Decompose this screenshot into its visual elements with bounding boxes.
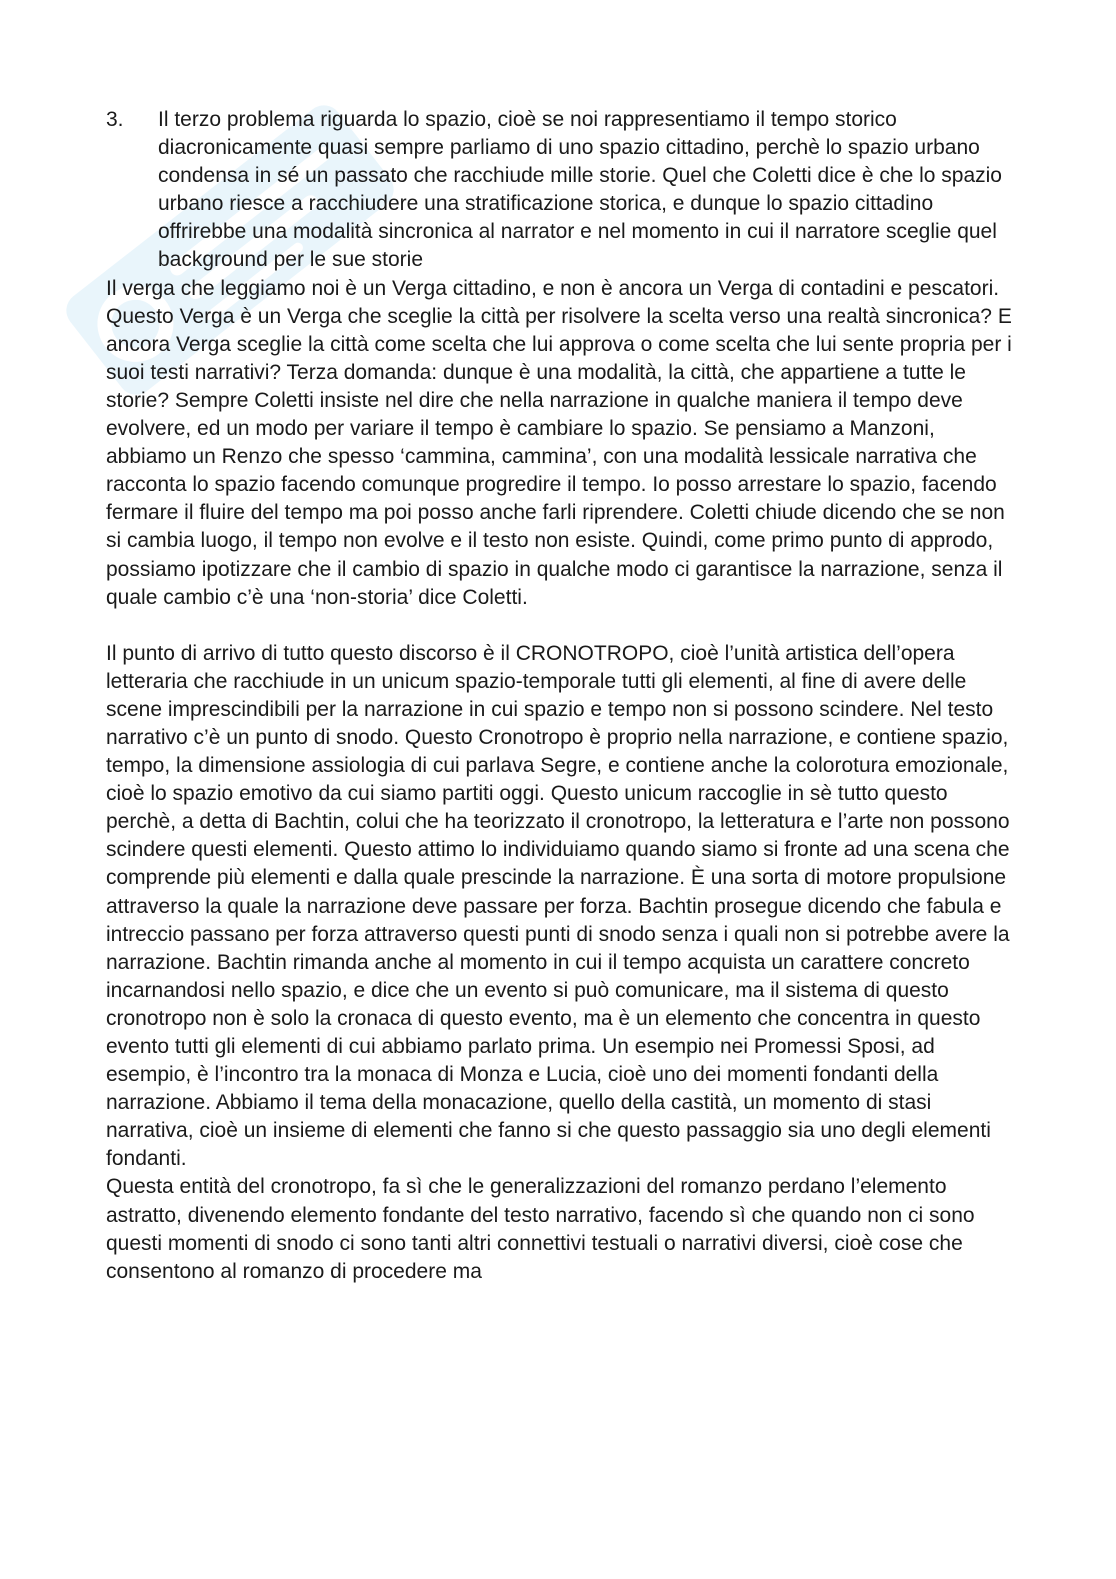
- numbered-list-item: [106, 106, 1014, 275]
- document-page: [106, 106, 1014, 1286]
- paragraph-entita: Questa entità del cronotropo, fa sì che le generalizzazioni del romanzo perdano l’elemento astratto, divenendo elemento fondante del testo narrativo, facendo sì che quando non ci sono questi momenti di snodo ci sono tanti altri connettivi testuali o narrativi diversi, cioè cose che consentono al romanzo di procedere ma: [106, 1175, 975, 1283]
- paragraph-spacer: [106, 612, 1014, 640]
- paragraph-cronotropo: Il punto di arrivo di tutto questo discorso è il CRONOTROPO, cioè l’unità artistica dell’opera letteraria che racchiude in un unicum spazio-temporale tutti gli elementi, al fine di avere delle scene imprescindibili per la narrazione in cui spazio e tempo non si possono scindere. Nel testo narrativo c’è un punto di snodo. Questo Cronotropo è proprio nella narrazione, e contiene spazio, tempo, la dimensione assiologia di cui parlava Segre, e contiene anche la colorotura emozionale, cioè lo spazio emotivo da cui siamo partiti oggi. Questo unicum raccoglie in sè tutto questo perchè, a detta di Bachtin, colui che ha teorizzato il cronotropo, la letteratura e l’arte non possono scindere questi elementi. Questo attimo lo individuiamo quando siamo si fronte ad una scena che comprende più elementi e dalla quale prescinde la narrazione. È una sorta di motore propulsione attraverso la quale la narrazione deve passare per forza. Bachtin prosegue dicendo che fabula e intreccio passano per forza attraverso questi punti di snodo senza i quali non si potrebbe avere la narrazione. Bachtin rimanda anche al momento in cui il tempo acquista un carattere concreto incarnandosi nello spazio, e dice che un evento si può comunicare, ma il sistema di questo cronotropo non è solo la cronaca di questo evento, ma è un elemento che concentra in questo evento tutti gli elementi di cui abbiamo parlato prima. Un esempio nei Promessi Sposi, ad esempio, è l’incontro tra la monaca di Monza e Lucia, cioè uno dei momenti fondanti della narrazione. Abbiamo il tema della monacazione, quello della castità, un momento di stasi narrativa, cioè un insieme di elementi che fanno si che questo passaggio sia uno degli elementi fondanti.: [106, 641, 1010, 1171]
- paragraph-verga: Il verga che leggiamo noi è un Verga cittadino, e non è ancora un Verga di contadini e pescatori. Questo Verga è un Verga che sceglie la città per risolvere la scelta verso una realtà sincronica? E ancora Verga sceglie la città come scelta che lui approva o come scelta che lui sente propria per i suoi testi narrativi? Terza domanda: dunque è una modalità, la città, che appartiene a tutte le storie? Sempre Coletti insiste nel dire che nella narrazione in qualche maniera il tempo deve evolvere, ed un modo per variare il tempo è cambiare lo spazio. Se pensiamo a Manzoni, abbiamo un Renzo che spesso ‘cammina, cammina’, con una modalità lessicale narrativa che racconta lo spazio facendo comunque progredire il tempo. Io posso arrestare lo spazio, facendo fermare il fluire del tempo ma poi posso anche farli riprendere. Coletti chiude dicendo che se non si cambia luogo, il tempo non evolve e il testo non esiste. Quindi, come primo punto di approdo, possiamo ipotizzare che il cambio di spazio in qualche modo ci garantisce la narrazione, senza il quale cambio c’è una ‘non-storia’ dice Coletti.: [106, 276, 1012, 609]
- list-item-number: 3.: [106, 108, 124, 131]
- list-item-text: Il terzo problema riguarda lo spazio, cioè se noi rappresentiamo il tempo storico diacronicamente quasi sempre parliamo di uno spazio cittadino, perchè lo spazio urbano condensa in sé un passato che racchiude mille storie. Quel che Coletti dice è che lo spazio urbano riesce a racchiudere una stratificazione storica, e dunque lo spazio cittadino offrirebbe una modalità sincronica al narrator e nel momento in cui il narratore sceglie quel background per le sue storie: [158, 108, 1002, 272]
